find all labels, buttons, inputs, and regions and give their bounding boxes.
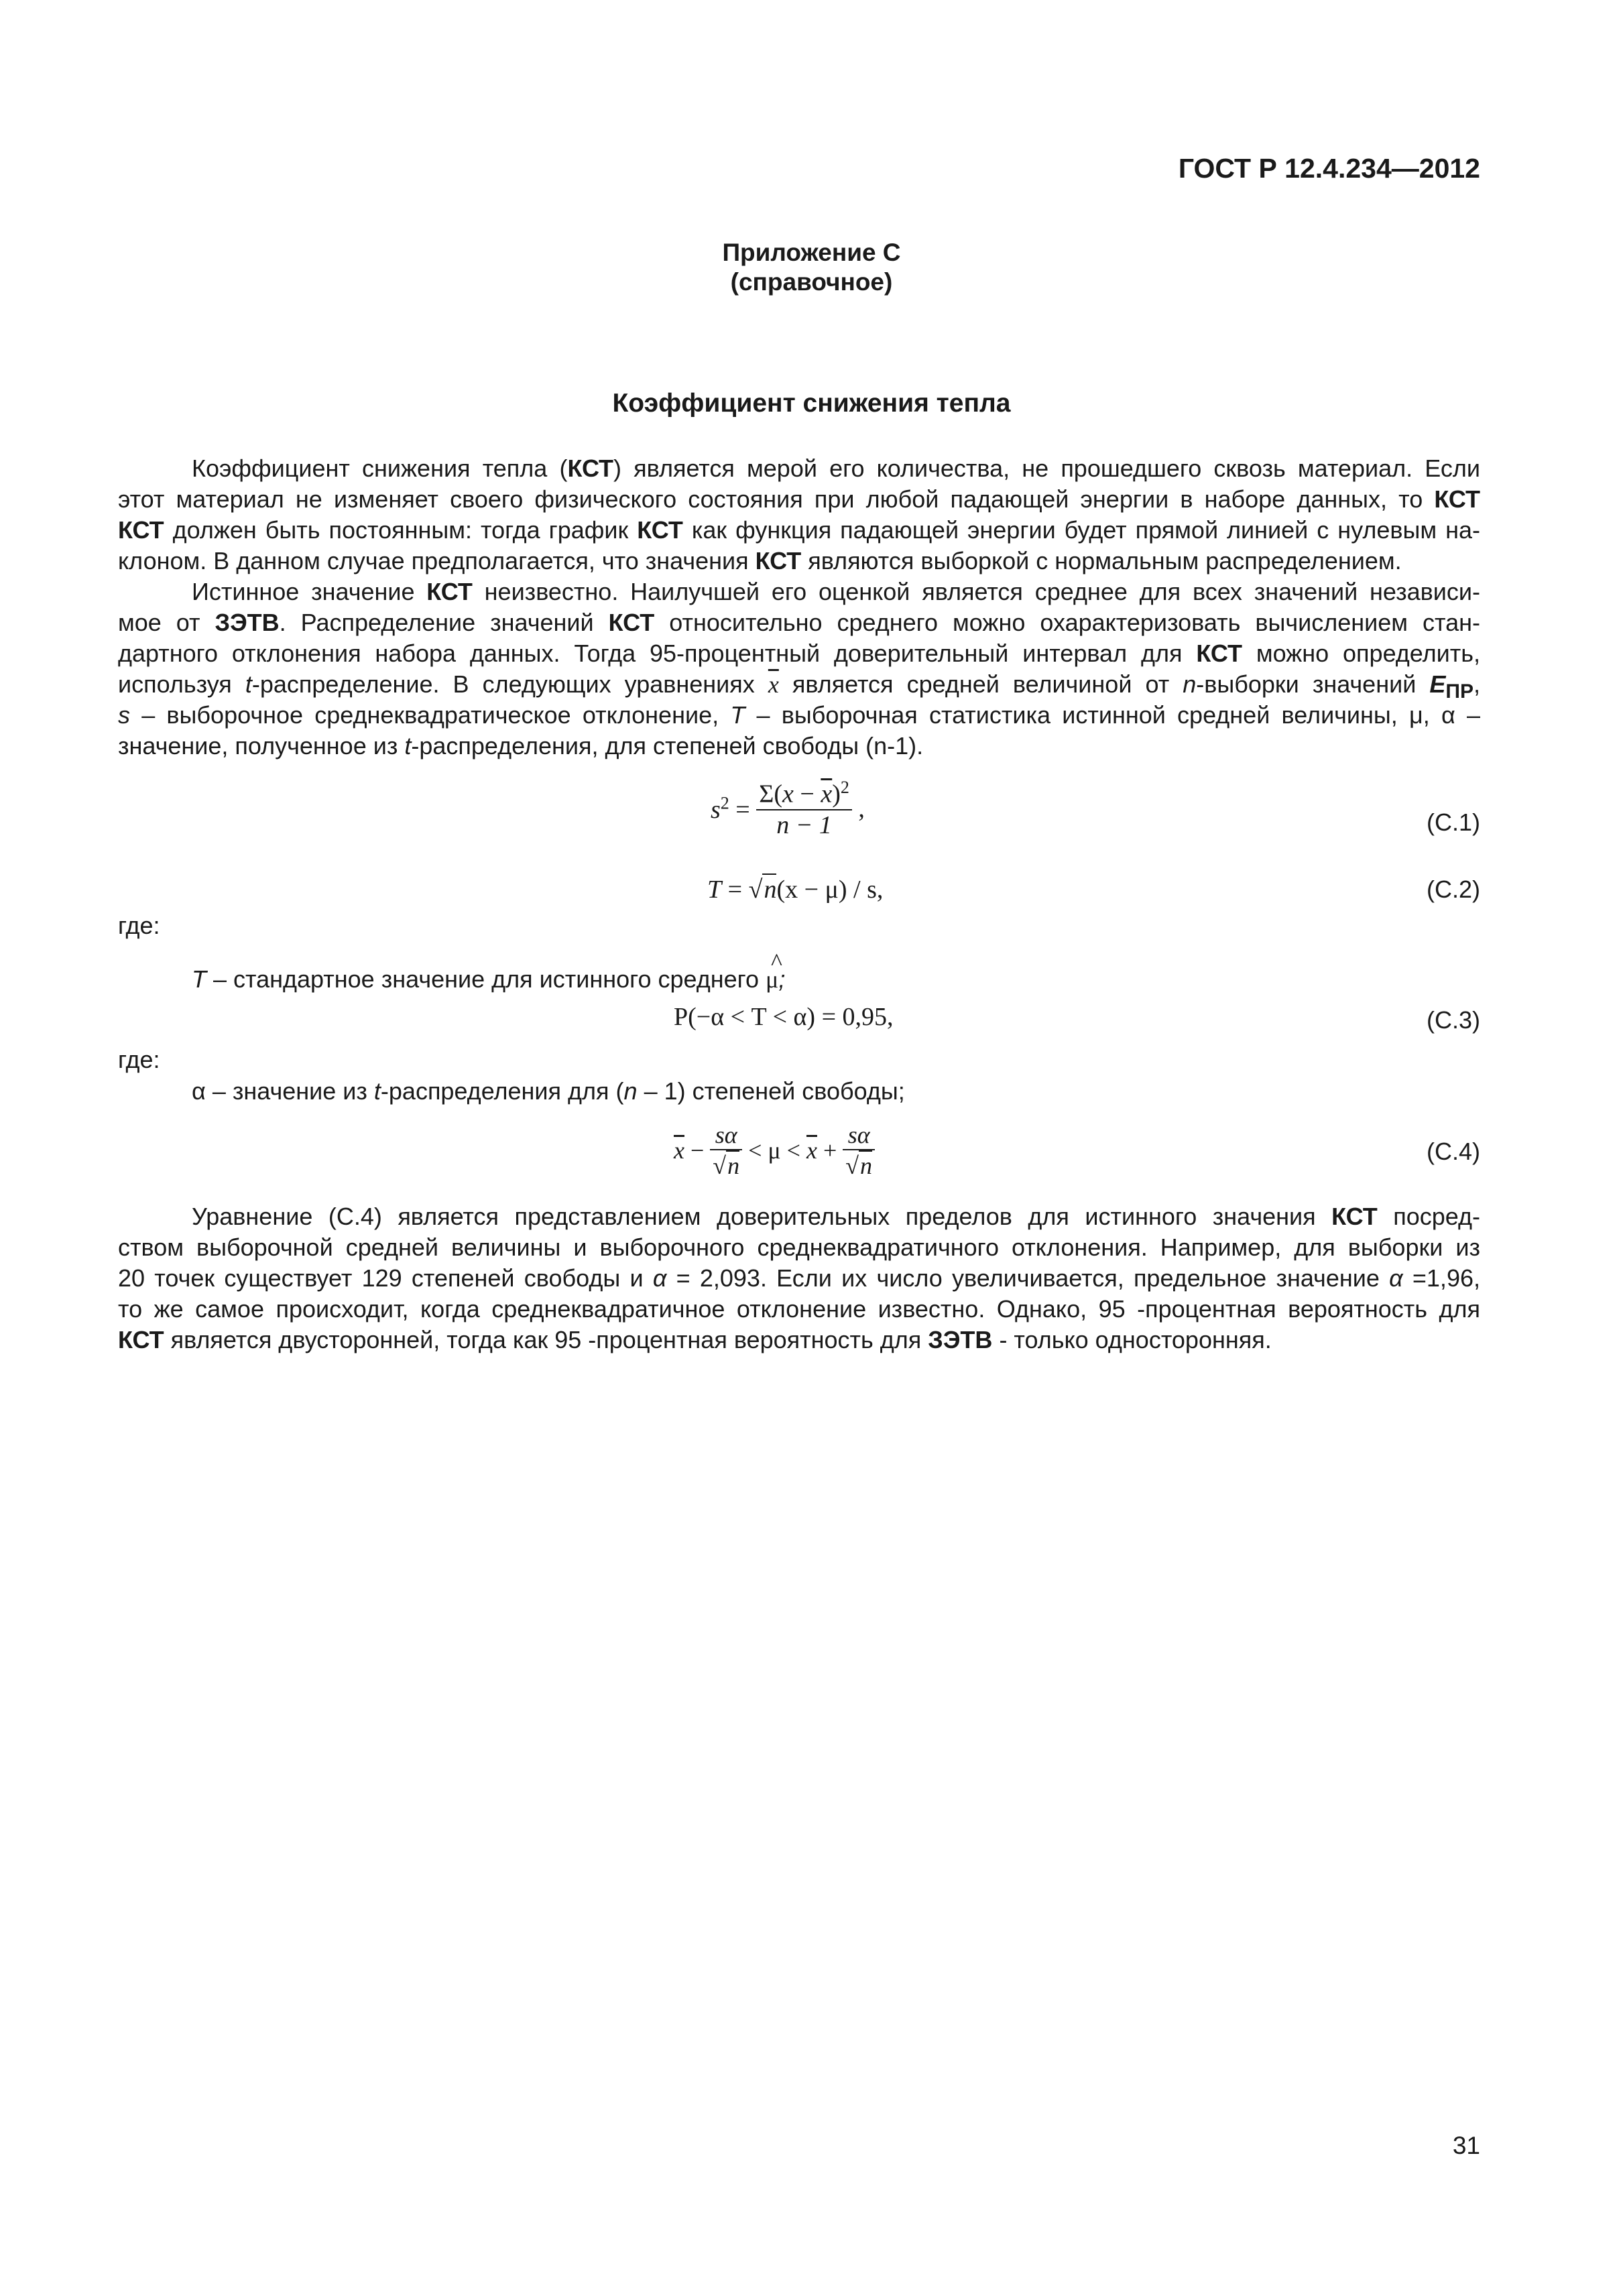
equation-c4-number: (С.4) — [1427, 1138, 1480, 1165]
x-bar-symbol: $\overline{x}$ — [768, 671, 779, 698]
equation-c1-number: (С.1) — [1427, 808, 1480, 836]
paragraph-1-line: Коэффициент снижения тепла (КСТ) является мерой его количества, не прошедшего сквозь материал. Если — [192, 455, 1480, 482]
equation-c4-fraction-left: $\frac{s\alpha}{√n}$ — [710, 1121, 742, 1180]
paragraph-2-line: дартного отклонения набора данных. Тогда 95-процентный доверительный интервал для КСТ можно определить, — [118, 640, 1480, 667]
page-number: 31 — [1452, 2132, 1480, 2159]
paragraph-3-line: Уравнение (С.4) является представлением доверительных пределов для истинного значения КСТ посред- — [192, 1203, 1480, 1230]
paragraph-2-line: s – выборочное среднеквадратическое отклонение, T – выборочная статистика истинной средней величины, μ, α – — [118, 701, 1480, 729]
equation-c1-fraction: $\frac{\Sigma(x - \overline{x})^2}{n - 1}$ — [756, 778, 852, 840]
paragraph-3-line: ством выборочной средней величины и выборочного среднеквадратичного отклонения. Например, для выборки из — [118, 1233, 1480, 1261]
equation-c3: P(−α < T < α) = 0,95, — [674, 1003, 894, 1031]
where-2-definition: α – значение из t-распределения для (n – 1) степеней свободы; — [192, 1077, 905, 1105]
paragraph-1 — [118, 453, 1480, 577]
mu-hat-symbol: ^ μ — [766, 949, 782, 993]
where-label-1: где: — [118, 912, 160, 939]
paragraph-1-line: КСТ должен быть постоянным: тогда график КСТ как функция падающей энергии будет прямой линией с нулевым на- — [118, 516, 1480, 544]
paragraph-2-line: Истинное значение КСТ неизвестно. Наилучшей его оценкой является среднее для всех значений независи- — [192, 578, 1480, 605]
equation-c2-number: (С.2) — [1427, 875, 1480, 903]
equation-c2-body: (x − μ) / s — [776, 875, 877, 904]
equation-c1: $s^2$ = $\frac{\Sigma(x - \overline{x})^2}{n - 1}$ , — [711, 778, 865, 839]
paragraph-2-line: значение, полученное из t-распределения, для степеней свободы (n-1). — [118, 732, 924, 760]
paragraph-3-line: 20 точек существует 129 степеней свободы и α = 2,093. Если их число увеличивается, предельное значение α =1,96, — [118, 1264, 1480, 1292]
appendix-subtitle: (справочное) — [730, 268, 893, 296]
paragraph-1-line: этот материал не изменяет своего физического состояния при любой падающей энергии в наборе данных, то КСТ — [118, 485, 1480, 513]
paragraph-3-line: КСТ является двусторонней, тогда как 95 -процентная вероятность для ЗЭТВ - только односторонняя. — [118, 1326, 1272, 1353]
where-1-definition: T – стандартное значение для истинного среднего ^ μ; — [192, 964, 785, 995]
section-title: Коэффициент снижения тепла — [612, 389, 1011, 418]
equation-c3-number: (С.3) — [1427, 1006, 1480, 1034]
equation-c4: $\overline{x}$ − $\frac{s\alpha}{√n}$ < $\mu < \overline{x}$ + $\frac{s\alpha}{√n}$ — [674, 1121, 875, 1180]
paragraph-2 — [118, 577, 1480, 762]
where-label-2: где: — [118, 1046, 160, 1073]
equation-c4-fraction-right: $\frac{s\alpha}{√n}$ — [843, 1121, 875, 1180]
equation-c2: T = √n(x − μ) / s, — [707, 873, 883, 904]
paragraph-2-line: мое от ЗЭТВ. Распределение значений КСТ относительно среднего можно охарактеризовать вычислением стан- — [118, 609, 1480, 636]
paragraph-1-line: клоном. В данном случае предполагается, что значения КСТ являются выборкой с нормальным распределением. — [118, 547, 1402, 575]
paragraph-2-line: используя t-распределение. В следующих уравнениях $\overline{x}$ является средней величиной от n-выборки значений $E_{ПР}$, — [118, 670, 1480, 700]
document-header: ГОСТ Р 12.4.234—2012 — [1178, 153, 1480, 184]
appendix-title: Приложение С — [722, 239, 901, 266]
paragraph-3 — [118, 1201, 1480, 1355]
paragraph-3-line: то же самое происходит, когда среднеквадратичное отклонение известно. Однако, 95 -процентная вероятность для — [118, 1295, 1480, 1323]
